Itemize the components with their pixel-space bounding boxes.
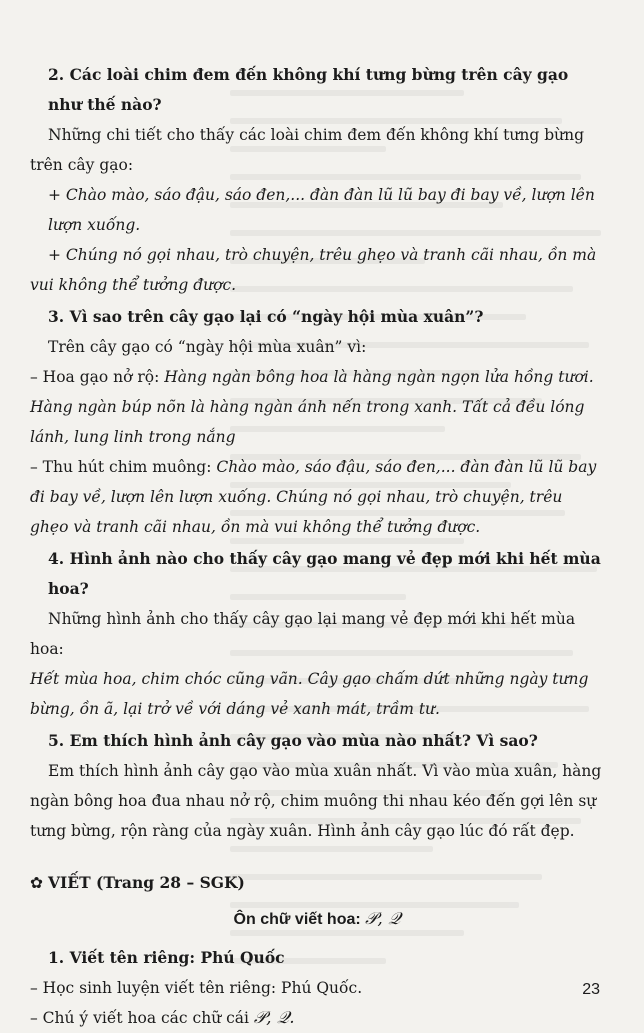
question-3-item [30,362,604,452]
item-label: – Thu hút chim muông: [30,458,217,476]
line-text: – Chú ý viết hoa các chữ cái [30,1009,254,1027]
writing-line [30,1003,604,1033]
item-label: – Hoa gạo nở rộ: [30,368,165,386]
question-3-intro: Trên cây gạo có “ngày hội mùa xuân” vì: [48,338,367,356]
question-4-intro: Những hình ảnh cho thấy cây gạo lại mang vẻ đẹp mới khi hết mùa hoa: [30,610,576,658]
writing-section-heading [30,868,604,898]
script-letters: 𝒫, 𝒬. [253,1008,295,1028]
question-5-text: Em thích hình ảnh cây gạo vào mùa xuân nhất. Vì vào mùa xuân, hàng ngàn bông hoa đua nhau nở rộ, chim muông thi nhau kéo đến gợi lên sự tưng bừng, rộn ràng của ngày xuân. Hình ảnh cây gạo lúc đó rất đẹp. [30,762,602,840]
script-letters: 𝒫, 𝒬 [365,909,401,929]
writing-line: – Học sinh luyện viết tên riêng: Phú Quốc. [30,979,363,997]
question-2-bullet: + Chào mào, sáo đậu, sáo đen,... đàn đàn lũ lũ bay đi bay về, lượn lên lượn xuống. [48,186,595,234]
writing-section-1-title: 1. Viết tên riêng: Phú Quốc [48,948,285,967]
writing-heading-text: VIẾT (Trang 28 – SGK) [48,873,245,892]
question-2-title: 2. Các loài chim đem đến không khí tưng bừng trên cây gạo như thế nào? [48,65,569,114]
item-text: Chào mào, sáo đậu, sáo đen,... đàn đàn lũ lũ bay đi bay về, lượn lên lượn xuống. Chúng nó gọi nhau, trò chuyện, trêu ghẹo và tranh cãi nhau, ồn mà vui không thể tưởng được. [30,458,597,536]
question-3-item [30,452,604,542]
page-number: 23 [582,981,600,998]
question-5-title: 5. Em thích hình ảnh cây gạo vào mùa nào nhất? Vì sao? [48,731,538,750]
question-2-bullet: + Chúng nó gọi nhau, trò chuyện, trêu ghẹo và tranh cãi nhau, ồn mà vui không thể tưởng được. [30,246,597,294]
flower-icon: ✿ [30,874,43,892]
question-4-title: 4. Hình ảnh nào cho thấy cây gạo mang vẻ đẹp mới khi hết mùa hoa? [48,549,601,598]
question-2-intro: Những chi tiết cho thấy các loài chim đem đến không khí tưng bừng trên cây gạo: [30,126,585,174]
item-text: Hàng ngàn bông hoa là hàng ngàn ngọn lửa hồng tươi. Hàng ngàn búp nõn là hàng ngàn ánh nến trong xanh. Tất cả đều lóng lánh, lung linh trong nắng [30,368,594,446]
question-4-text: Hết mùa hoa, chim chóc cũng vãn. Cây gạo chấm dứt những ngày tưng bừng, ồn ã, lại trở về với dáng vẻ xanh mát, trầm tư. [30,670,589,718]
writing-subtitle [30,904,604,935]
question-3-title: 3. Vì sao trên cây gạo lại có “ngày hội mùa xuân”? [48,307,484,326]
page-content [30,60,604,1033]
subtitle-text: Ôn chữ viết hoa: [233,911,366,928]
